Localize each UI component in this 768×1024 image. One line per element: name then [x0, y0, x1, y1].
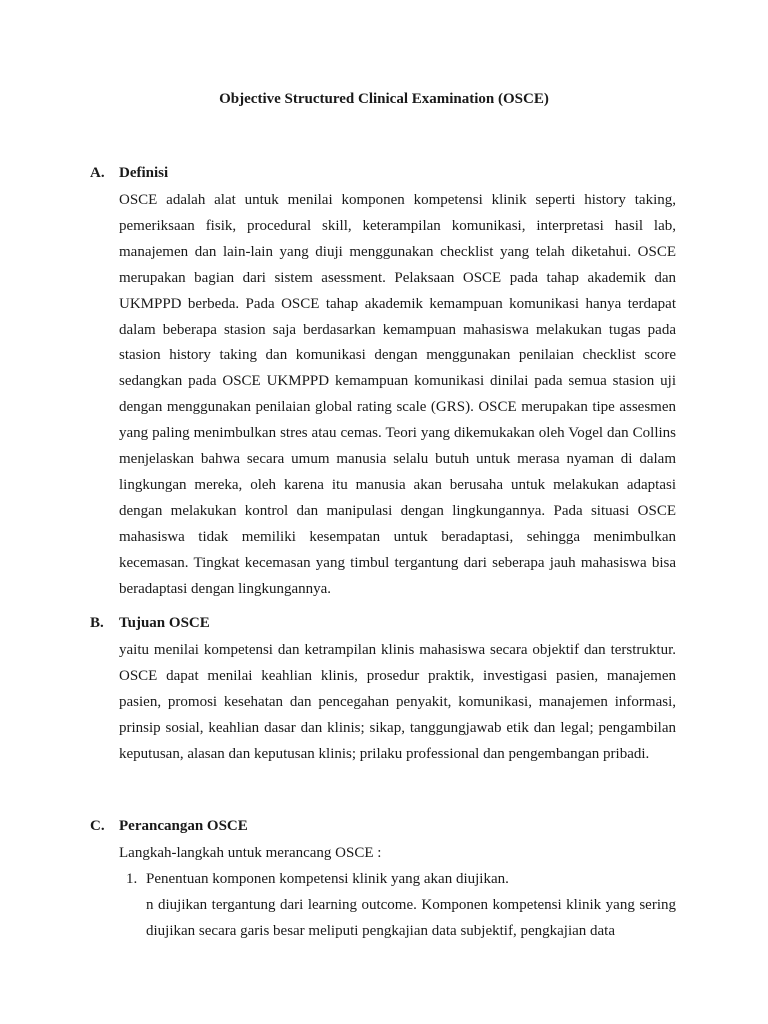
section-title: Definisi [119, 165, 169, 181]
document-title: Objective Structured Clinical Examination (OSCE) [219, 91, 549, 107]
section-definisi [90, 162, 676, 603]
section-tujuan [90, 612, 676, 768]
section-letter: B. [90, 615, 104, 631]
section-title: Perancangan OSCE [119, 818, 248, 834]
section-letter: C. [90, 818, 105, 834]
list-number: 1. [126, 870, 138, 887]
perancangan-intro: Langkah-langkah untuk merancang OSCE : [119, 845, 382, 861]
tujuan-paragraph: yaitu menilai kompetensi dan ketrampilan klinis mahasiswa secara objektif dan terstruktur. OSCE dapat menilai keahlian klinis, prosedur praktik, investigasi pasien, manajemen pasien, promosi kesehatan dan pencegahan penyakit, komunikasi, manajemen informasi, prinsip sosial, keahlian dasar dan klinis; sikap, tanggungjawab etik dan legal; pengambilan keputusan, alasan dan keputusan klinis; prilaku professional dan pengembangan pribadi. [119, 642, 676, 762]
list-item [119, 867, 676, 893]
section-letter: A. [90, 165, 105, 181]
list-item-detail: n diujikan tergantung dari learning outcome. Komponen kompetensi klinik yang sering diujikan secara garis besar meliputi pengkajian data subjektif, pengkajian data [146, 896, 676, 939]
section-heading [90, 612, 676, 634]
section-heading [90, 815, 676, 837]
list-item-text: Penentuan komponen kompetensi klinik yang akan diujikan. [146, 870, 509, 887]
section-heading [90, 162, 676, 184]
section-title: Tujuan OSCE [119, 615, 210, 631]
definisi-paragraph: OSCE adalah alat untuk menilai komponen kompetensi klinik seperti history taking, pemeriksaan fisik, procedural skill, keterampilan komunikasi, interpretasi hasil lab, manajemen dan lain-lain yang diuji menggunakan checklist yang telah diketahui. OSCE merupakan bagian dari sistem asessment. Pelaksaan OSCE pada tahap akademik dan UKMPPD berbeda. Pada OSCE tahap akademik kemampuan komunikasi hanya terdapat dalam beberapa stasion saja berdasarkan kemampuan mahasiswa melakukan tugas pada stasion history taking dan komunikasi dengan menggunakan penilaian checklist score sedangkan pada OSCE UKMPPD kemampuan komunikasi dinilai pada semua stasion uji dengan menggunakan penilaian global rating scale (GRS). OSCE merupakan tipe assesmen yang paling menimbulkan stres atau cemas. Teori yang dikemukakan oleh Vogel dan Collins menjelaskan bahwa secara umum manusia selalu butuh untuk merasa nyaman di dalam lingkungan mereka, oleh karena itu manusia akan berusaha untuk melakukan adaptasi dengan melakukan kontrol dan manipulasi dengan lingkungannya. Pada situasi OSCE mahasiswa tidak memiliki kesempatan untuk beradaptasi, sehingga menimbulkan kecemasan. Tingkat kecemasan yang timbul tergantung dari seberapa jauh mahasiswa bisa beradaptasi dengan lingkungannya. [119, 192, 676, 597]
section-perancangan [90, 815, 676, 945]
